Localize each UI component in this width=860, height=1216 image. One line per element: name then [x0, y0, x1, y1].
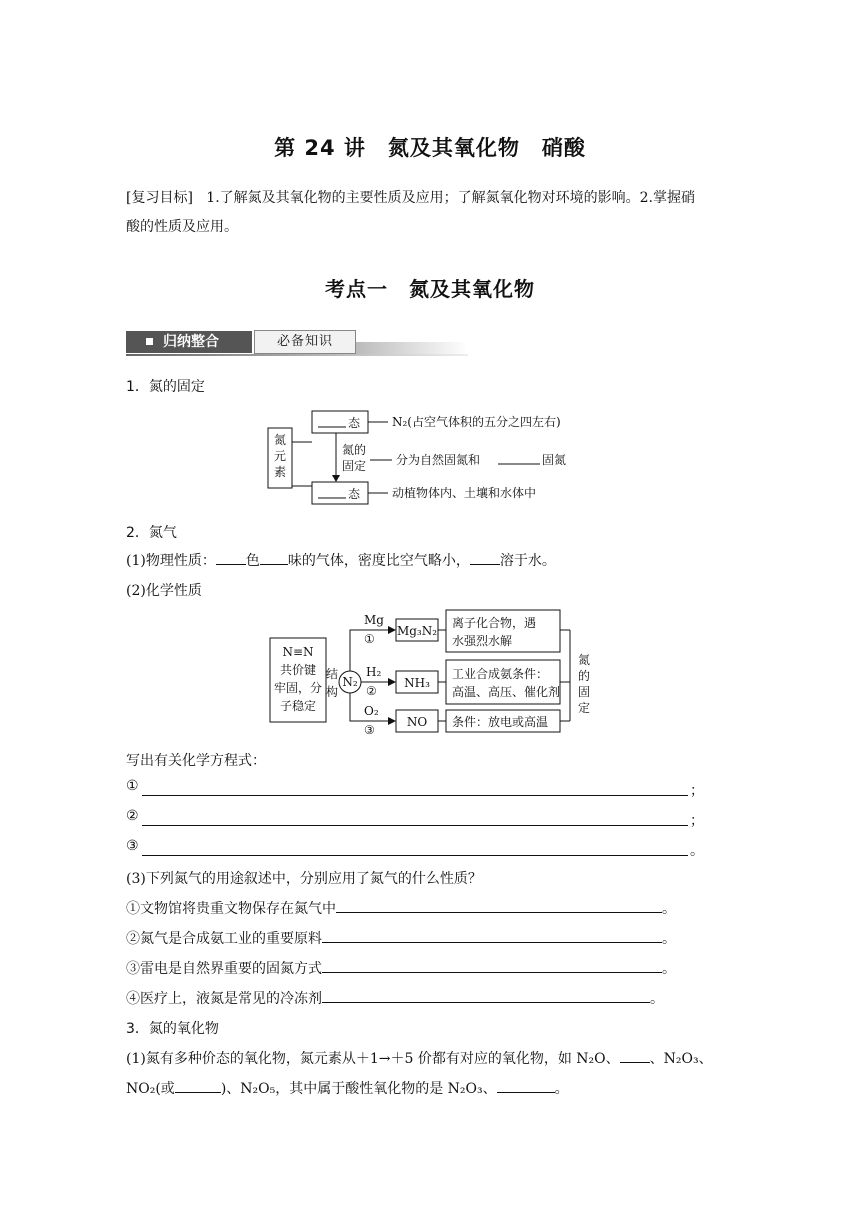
element-char-3: 素	[273, 465, 287, 479]
element-char-1: 氮	[273, 433, 287, 447]
use-3-end: 。	[662, 961, 676, 977]
fixation-note-a: 分为自然固氮和	[396, 453, 481, 467]
fixation-note-b: 固氮	[542, 453, 567, 467]
chemical-properties-heading: (2)化学性质	[126, 583, 202, 599]
product-mg3n2: Mg₃N₂	[396, 624, 438, 638]
nitrogen-fixation-diagram	[262, 402, 602, 508]
eq-end-2: ；	[690, 813, 704, 829]
free-state-label: 态	[348, 416, 361, 430]
use-4-end: 。	[650, 991, 664, 1007]
fix-char-2: 的	[577, 669, 591, 683]
banner-fade	[356, 342, 468, 354]
write-equations-prompt: 写出有关化学方程式：	[126, 753, 266, 769]
oxide-blank-3[interactable]	[497, 1078, 555, 1093]
banner-main	[126, 331, 252, 353]
struct-label-1: 结	[326, 667, 339, 681]
odor-blank	[260, 550, 288, 565]
struct-label-2: 构	[326, 685, 339, 699]
section-banner	[126, 328, 468, 356]
eq-answer-line-2[interactable]	[142, 824, 688, 826]
phys-label: (1)物理性质：	[126, 553, 216, 569]
banner-main-label: 归纳整合	[163, 334, 219, 350]
use-item-2	[126, 928, 706, 948]
fix-label-2: 固定	[342, 459, 367, 473]
kaodian-title: 考点一 氮及其氧化物	[325, 277, 535, 301]
color-blank	[216, 550, 246, 565]
oxides-line-2	[126, 1078, 766, 1098]
reagent-o2: O₂	[364, 704, 379, 718]
fix-char-3: 固	[577, 685, 591, 699]
review-goal-label: [复习目标]	[126, 190, 193, 206]
eq-mark-3: ③	[126, 838, 139, 854]
use-3-text: ③雷电是自然界重要的固氮方式	[126, 961, 322, 977]
n2-label: N₂	[342, 675, 358, 689]
oxides-line-2-b: )、N₂O₅，其中属于酸性氧化物的是 N₂O₃、	[220, 1081, 497, 1097]
combined-state-label: 态	[348, 487, 361, 501]
eq-mark-2: ②	[126, 808, 139, 824]
reaction-num-1: ①	[364, 632, 375, 646]
section1-heading: 1．氮的固定	[126, 379, 205, 395]
bond-line-2: 共价键	[279, 663, 317, 677]
phys-color: 色	[245, 553, 260, 569]
oxides-line-2-a: NO₂(或	[126, 1081, 175, 1097]
note-2-line-1: 工业合成氨条件：	[452, 667, 549, 681]
oxide-blank-2[interactable]	[175, 1078, 221, 1093]
combined-state-note: 动植物体内、土壤和水体中	[392, 486, 537, 500]
section2-heading: 2．氮气	[126, 525, 177, 541]
fix-char-1: 氮	[577, 653, 591, 667]
note-2-line-2: 高温、高压、催化剂	[452, 685, 561, 699]
product-nh3: NH₃	[404, 676, 430, 690]
use-2-blank[interactable]	[322, 928, 662, 943]
use-4-blank[interactable]	[322, 988, 650, 1003]
physical-properties	[126, 550, 556, 570]
fix-char-4: 定	[577, 701, 591, 715]
n2-reactions-diagram	[266, 608, 600, 740]
element-char-2: 元	[273, 449, 287, 463]
use-3-blank[interactable]	[322, 958, 662, 973]
oxide-blank-1[interactable]	[620, 1048, 650, 1063]
lecture-title: 第 24 讲 氮及其氧化物 硝酸	[274, 136, 586, 160]
bond-line-3: 牢固，分	[273, 681, 323, 695]
eq-answer-line-3[interactable]	[142, 854, 688, 856]
eq-mark-1: ①	[126, 778, 139, 794]
phys-density: 味的气体，密度比空气略小，	[287, 553, 470, 569]
eq-end-1: ；	[690, 783, 704, 799]
use-item-1	[126, 898, 706, 918]
uses-question: (3)下列氮气的用途叙述中，分别应用了氮气的什么性质？	[126, 871, 482, 887]
reagent-h2: H₂	[366, 665, 382, 679]
banner-sub: 必备知识	[254, 330, 356, 354]
review-goal-text: 1.了解氮及其氧化物的主要性质及应用；了解氮氧化物对环境的影响。2.掌握硝	[206, 190, 696, 206]
review-goal-line2: 酸的性质及应用。	[126, 219, 238, 235]
free-state-note: N₂(占空气体积的五分之四左右)	[392, 415, 561, 429]
eq-end-3: 。	[690, 843, 704, 859]
oxides-line-1	[126, 1048, 766, 1068]
use-1-end: 。	[662, 901, 676, 917]
oxides-line-1-text: (1)氮有多种价态的氧化物，氮元素从＋1→＋5 价都有对应的氧化物，如 N₂O、	[126, 1051, 620, 1067]
bond-formula: N≡N	[282, 645, 314, 659]
note-1-line-1: 离子化合物，遇	[452, 616, 537, 630]
reaction-num-3: ③	[364, 723, 375, 737]
use-item-4	[126, 988, 716, 1008]
review-goal-line1	[126, 183, 746, 213]
note-3-line-1: 条件：放电或高温	[452, 715, 549, 729]
reagent-mg: Mg	[364, 613, 384, 627]
use-1-text: ①文物馆将贵重文物保存在氮气中	[126, 901, 336, 917]
eq-answer-line-1[interactable]	[142, 794, 688, 796]
phys-solubility: 溶于水。	[499, 553, 556, 569]
banner-underline	[126, 354, 468, 356]
fix-label-1: 氮的	[342, 443, 367, 457]
reaction-num-2: ②	[366, 684, 377, 698]
square-bullet-icon	[146, 338, 153, 345]
solubility-blank	[470, 550, 500, 565]
use-4-text: ④医疗上，液氮是常见的冷冻剂	[126, 991, 322, 1007]
use-1-blank[interactable]	[336, 898, 662, 913]
bond-line-4: 子稳定	[279, 699, 317, 713]
oxides-line-2-end: 。	[554, 1081, 569, 1097]
use-item-3	[126, 958, 706, 978]
oxides-line-1-end: 、N₂O₃、	[649, 1051, 713, 1067]
fix-arrow-head	[332, 475, 340, 482]
section3-heading: 3．氮的氧化物	[126, 1021, 219, 1037]
use-2-text: ②氮气是合成氨工业的重要原料	[126, 931, 322, 947]
product-no: NO	[406, 715, 428, 729]
note-1-line-2: 水强烈水解	[452, 634, 513, 648]
use-2-end: 。	[662, 931, 676, 947]
